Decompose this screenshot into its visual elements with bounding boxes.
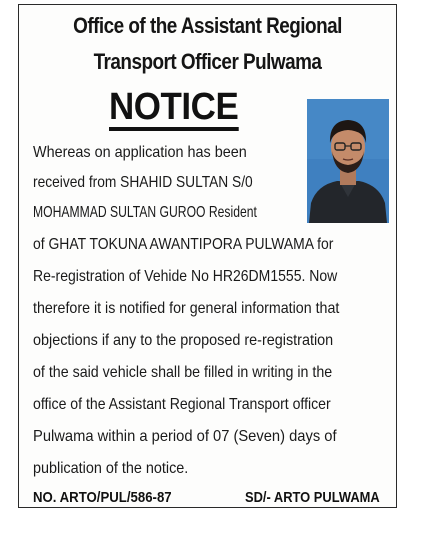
body-line-1: Whereas on application has been bbox=[33, 144, 247, 161]
body-line-10: Pulwama within a period of 07 (Seven) days of bbox=[33, 428, 337, 445]
body-line-11: publication of the notice. bbox=[33, 460, 189, 477]
body-line-8: of the said vehicle shall be filled in writing in the bbox=[33, 364, 333, 381]
body-line-4: of GHAT TOKUNA AWANTIPORA PULWAMA for bbox=[33, 236, 334, 253]
office-heading-line-1: Office of the Assistant Regional bbox=[73, 13, 342, 38]
notice-box bbox=[18, 4, 397, 508]
office-heading-line-2: Transport Officer Pulwama bbox=[93, 49, 322, 74]
body-line-5: Re-registration of Vehide No HR26DM1555. Now bbox=[33, 268, 338, 285]
reference-number: NO. ARTO/PUL/586-87 bbox=[33, 489, 172, 506]
body-line-3: MOHAMMAD SULTAN GUROO Resident bbox=[33, 204, 257, 221]
body-line-7: objections if any to the proposed re-registration bbox=[33, 332, 334, 349]
applicant-photo bbox=[307, 99, 389, 223]
signature-line: SD/- ARTO PULWAMA bbox=[245, 489, 380, 506]
applicant-portrait-icon bbox=[307, 99, 389, 223]
body-line-9: office of the Assistant Regional Transport officer bbox=[33, 396, 331, 413]
body-line-2: received from SHAHID SULTAN S/0 bbox=[33, 174, 253, 191]
notice-title: NOTICE bbox=[109, 87, 238, 131]
body-line-6: therefore it is notified for general information that bbox=[33, 300, 340, 317]
